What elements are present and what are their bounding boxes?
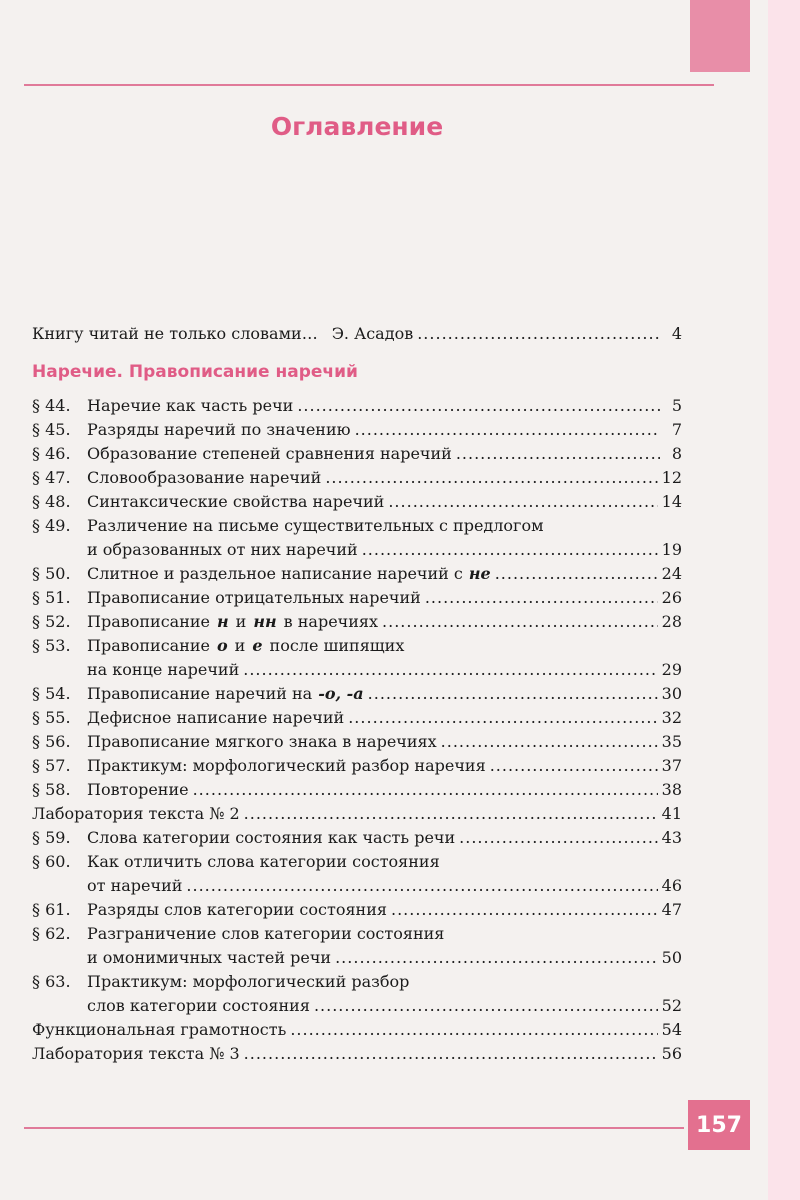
leader-dots — [368, 682, 658, 706]
toc-entry[interactable] — [32, 922, 682, 946]
toc-entry[interactable] — [32, 394, 682, 418]
leader-dots — [290, 1018, 657, 1042]
entry-page: 32 — [661, 708, 682, 727]
leader-dots — [490, 754, 658, 778]
entry-title: Словообразование наречий — [87, 468, 322, 487]
entry-page: 38 — [661, 780, 682, 799]
bottom-rule — [24, 1127, 684, 1129]
entry-number: § 44. — [32, 396, 71, 415]
leader-dots — [314, 994, 658, 1018]
page-edge-tint — [768, 0, 800, 1200]
section-heading: Наречие. Правописание наречий — [32, 362, 358, 382]
entry-page: 29 — [661, 660, 682, 679]
toc-entry-continuation[interactable] — [87, 946, 682, 970]
entry-title: Правописание — [87, 612, 210, 631]
leader-dots — [425, 586, 658, 610]
top-tab-marker — [690, 0, 750, 72]
toc-entry[interactable] — [32, 466, 682, 490]
toc-entry[interactable] — [32, 706, 682, 730]
entry-page: 37 — [661, 756, 682, 775]
entry-title: Практикум: морфологический разбор — [87, 972, 410, 991]
entry-page: 35 — [661, 732, 682, 751]
entry-number: § 63. — [32, 972, 71, 991]
leader-dots — [244, 802, 658, 826]
entry-page: 46 — [661, 876, 682, 895]
entry-title: Дефисное написание наречий — [87, 708, 345, 727]
entry-number: § 47. — [32, 468, 71, 487]
entry-page: 7 — [671, 420, 682, 439]
toc-entry[interactable] — [32, 514, 682, 538]
entry-title-emphasis: е — [252, 636, 263, 655]
entry-title: Наречие как часть речи — [87, 396, 294, 415]
toc-entry-lab[interactable] — [32, 802, 682, 826]
entry-title-emphasis: не — [468, 564, 491, 583]
entry-page: 52 — [661, 996, 682, 1015]
entry-title: Лаборатория текста № 3 — [32, 1044, 240, 1063]
entry-page: 8 — [671, 444, 682, 463]
entry-page: 19 — [661, 540, 682, 559]
toc-entry-intro[interactable] — [32, 322, 682, 346]
leader-dots — [243, 658, 657, 682]
toc-entry-continuation[interactable] — [87, 874, 682, 898]
entry-title: Как отличить слова категории состояния — [87, 852, 440, 871]
leader-dots — [441, 730, 658, 754]
entry-page: 26 — [661, 588, 682, 607]
entry-title: Разряды слов категории состояния — [87, 900, 387, 919]
page-title: Оглавление — [270, 112, 444, 141]
entry-page: 47 — [661, 900, 682, 919]
toc-entry-continuation[interactable] — [87, 538, 682, 562]
entry-title-conj: и — [234, 636, 246, 655]
entry-title: Книгу читай не только словами… — [32, 324, 318, 343]
leader-dots — [325, 466, 657, 490]
toc-entry-continuation[interactable] — [87, 994, 682, 1018]
entry-title: Образование степеней сравнения наречий — [87, 444, 452, 463]
entry-title: Правописание — [87, 636, 210, 655]
entry-number: § 60. — [32, 852, 71, 871]
leader-dots — [382, 610, 658, 634]
leader-dots — [388, 490, 657, 514]
entry-number: § 51. — [32, 588, 71, 607]
entry-page: 43 — [661, 828, 682, 847]
entry-title-cont: и омонимичных частей речи — [87, 948, 332, 967]
leader-dots — [362, 538, 658, 562]
toc-entry[interactable] — [32, 562, 682, 586]
entry-number: § 52. — [32, 612, 71, 631]
entry-page: 12 — [661, 468, 682, 487]
leader-dots — [459, 826, 657, 850]
entry-title: Синтаксические свойства наречий — [87, 492, 385, 511]
entry-title-cont: слов категории состояния — [87, 996, 310, 1015]
entry-number: § 62. — [32, 924, 71, 943]
entry-number: § 53. — [32, 636, 71, 655]
page-number: 157 — [688, 1100, 750, 1150]
entry-number: § 57. — [32, 756, 71, 775]
entry-page: 5 — [671, 396, 682, 415]
leader-dots — [335, 946, 658, 970]
entry-title: Функциональная грамотность — [32, 1020, 287, 1039]
entry-title: Слова категории состояния как часть речи — [87, 828, 456, 847]
leader-dots — [186, 874, 657, 898]
entry-title-emphasis: о — [217, 636, 228, 655]
entry-title-tail: после шипящих — [269, 636, 405, 655]
entry-title-emphasis: н — [217, 612, 229, 631]
toc-entry[interactable] — [32, 826, 682, 850]
entry-number: § 45. — [32, 420, 71, 439]
entry-page: 24 — [661, 564, 682, 583]
entry-number: § 56. — [32, 732, 71, 751]
entry-title: Практикум: морфологический разбор наречия — [87, 756, 486, 775]
entry-title: Различение на письме существительных с предлогом — [87, 516, 544, 535]
entry-title-emphasis: -о, -а — [318, 684, 364, 703]
toc-entry-lab[interactable] — [32, 1042, 682, 1066]
top-rule — [24, 84, 714, 86]
toc-entry[interactable] — [32, 754, 682, 778]
leader-dots — [391, 898, 658, 922]
entry-title: Повторение — [87, 780, 189, 799]
entry-page: 54 — [661, 1020, 682, 1039]
leader-dots — [355, 418, 660, 442]
entry-page: 30 — [661, 684, 682, 703]
entry-title-conj: и — [235, 612, 247, 631]
entry-page: 41 — [661, 804, 682, 823]
entry-number: § 49. — [32, 516, 71, 535]
entry-page: 14 — [661, 492, 682, 511]
entry-page: 28 — [661, 612, 682, 631]
toc-entry[interactable] — [32, 682, 682, 706]
entry-page: 4 — [671, 324, 682, 343]
entry-number: § 50. — [32, 564, 71, 583]
entry-title-emphasis: нн — [253, 612, 277, 631]
entry-author: Э. Асадов — [331, 324, 414, 343]
toc-entry-literacy[interactable] — [32, 1018, 682, 1042]
entry-number: § 58. — [32, 780, 71, 799]
entry-title-cont: и образованных от них наречий — [87, 540, 358, 559]
toc-entry[interactable] — [32, 634, 682, 658]
entry-title: Разряды наречий по значению — [87, 420, 351, 439]
leader-dots — [417, 322, 660, 346]
entry-number: § 54. — [32, 684, 71, 703]
entry-page: 50 — [661, 948, 682, 967]
entry-title: Разграничение слов категории состояния — [87, 924, 445, 943]
toc-entry[interactable] — [32, 490, 682, 514]
entry-number: § 59. — [32, 828, 71, 847]
entry-title: Слитное и раздельное написание наречий с — [87, 564, 463, 583]
leader-dots — [495, 562, 658, 586]
toc-entry[interactable] — [32, 610, 682, 634]
toc-entry[interactable] — [32, 898, 682, 922]
entry-title: Правописание наречий на — [87, 684, 313, 703]
entry-title-cont: на конце наречий — [87, 660, 240, 679]
toc-entry[interactable] — [32, 850, 682, 874]
entry-title: Правописание отрицательных наречий — [87, 588, 421, 607]
leader-dots — [456, 442, 660, 466]
toc-entry[interactable] — [32, 418, 682, 442]
leader-dots — [297, 394, 660, 418]
entry-number: § 55. — [32, 708, 71, 727]
leader-dots — [193, 778, 658, 802]
entry-number: § 61. — [32, 900, 71, 919]
toc-entry[interactable] — [32, 970, 682, 994]
leader-dots — [244, 1042, 658, 1066]
entry-title: Лаборатория текста № 2 — [32, 804, 240, 823]
toc-entry[interactable] — [32, 442, 682, 466]
entry-page: 56 — [661, 1044, 682, 1063]
toc-entry[interactable] — [32, 730, 682, 754]
toc-entry[interactable] — [32, 586, 682, 610]
entry-title: Правописание мягкого знака в наречиях — [87, 732, 437, 751]
leader-dots — [348, 706, 657, 730]
toc-entry[interactable] — [32, 778, 682, 802]
entry-title-cont: от наречий — [87, 876, 183, 895]
entry-number: § 48. — [32, 492, 71, 511]
entry-title-tail: в наречиях — [283, 612, 379, 631]
toc-entry-continuation[interactable] — [87, 658, 682, 682]
entry-number: § 46. — [32, 444, 71, 463]
